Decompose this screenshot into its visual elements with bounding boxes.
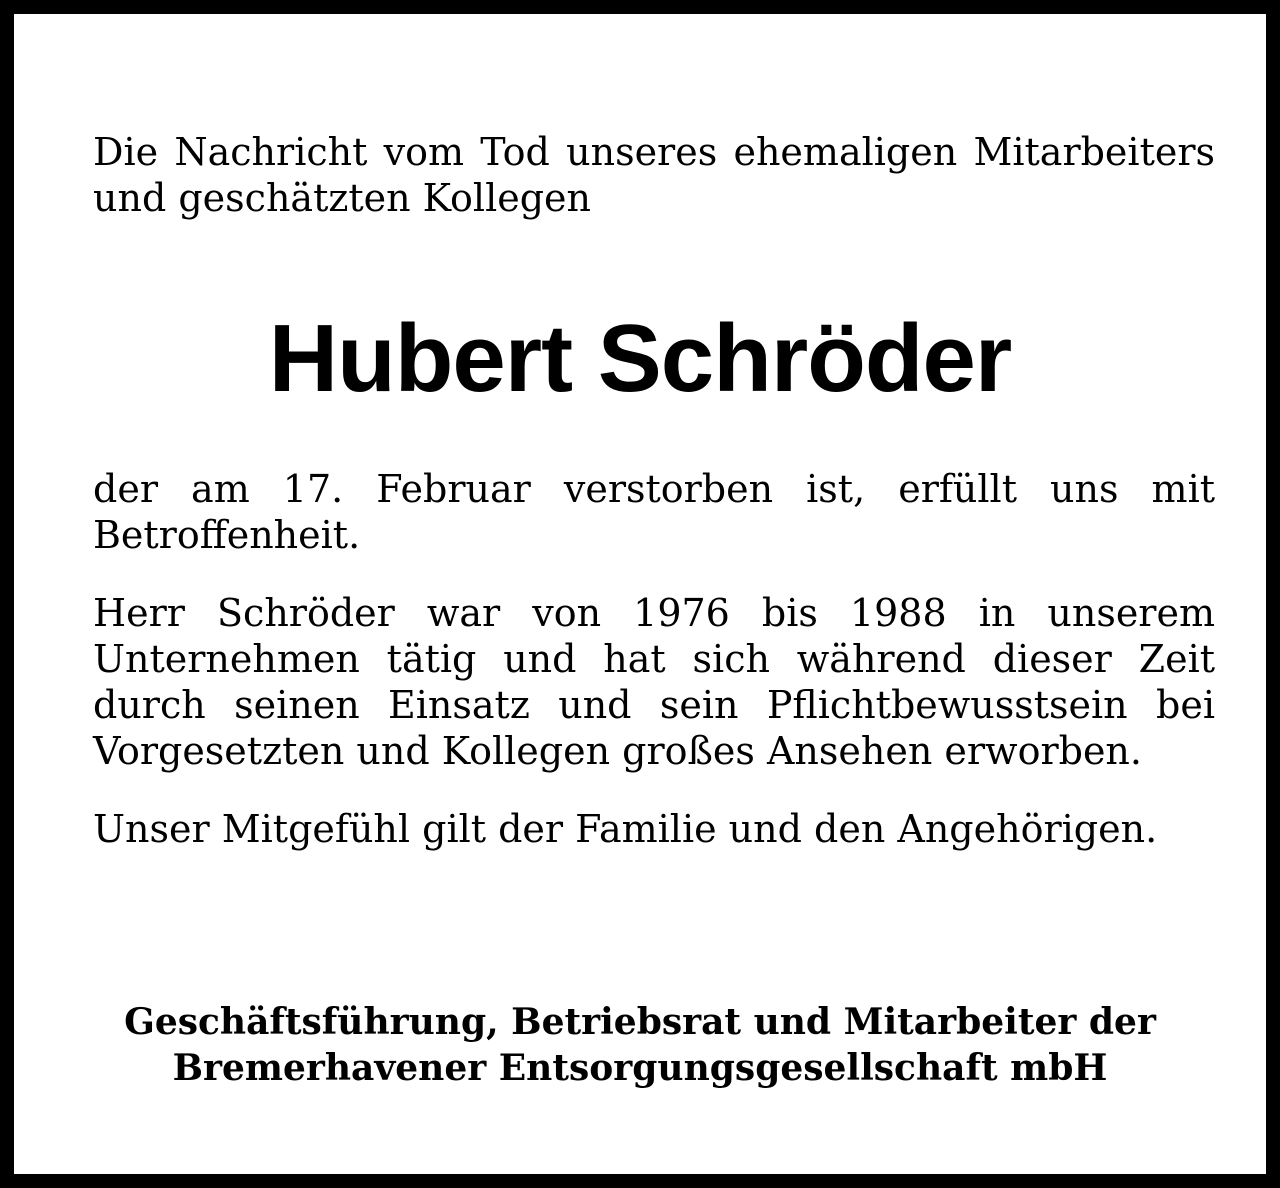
signature-block	[54, 999, 1226, 1091]
career-paragraph: Herr Schröder war von 1976 bis 1988 in unserem Unternehmen tätig und hat sich während dieser Zeit durch seinen Einsatz und sein Pflichtbewusstsein bei Vorgesetzten und Kollegen großes Ansehen erworben.	[93, 591, 1215, 773]
deceased-name: Hubert Schröder	[268, 305, 1012, 412]
intro-paragraph: Die Nachricht vom Tod unseres ehemaligen Mitarbeiters und geschätzten Kollegen	[93, 130, 1215, 220]
condolence-paragraph: Unser Mitgefühl gilt der Familie und den Angehörigen.	[93, 807, 1158, 851]
signature-line-1: Geschäftsführung, Betriebsrat und Mitarbeiter der	[124, 1001, 1156, 1043]
death-paragraph: der am 17. Februar verstorben ist, erfüllt uns mit Betroffenheit.	[93, 467, 1215, 557]
signature-line-2: Bremerhavener Entsorgungsgesellschaft mbH	[172, 1047, 1108, 1089]
